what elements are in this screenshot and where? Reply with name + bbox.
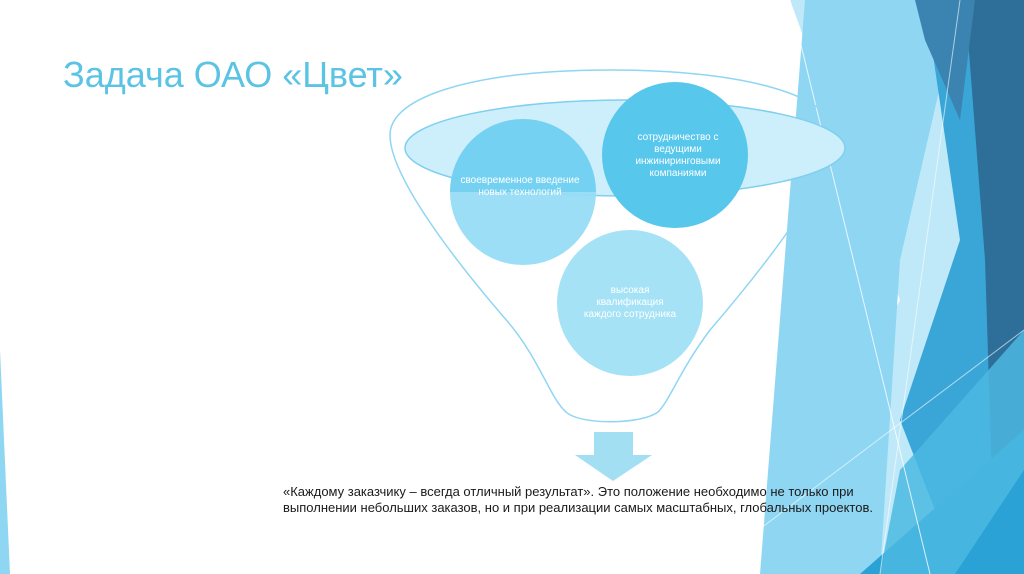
circle-label-cooperation: сотрудничество с ведущими инжиниринговыми компаниями [635, 132, 721, 179]
slide-title: Задача ОАО «Цвет» [63, 54, 403, 95]
circle-label-technologies: своевременное введение новых технологий [460, 175, 580, 198]
quote-text: «Каждому заказчику – всегда отличный результат». Это положение необходимо не только при выполнении небольших заказов, но и при реализации самых масштабных, глобальных проектов. [283, 484, 873, 515]
down-arrow-icon [575, 432, 652, 481]
circle-label-qualification: высокая квалификация каждого сотрудника [583, 285, 677, 320]
